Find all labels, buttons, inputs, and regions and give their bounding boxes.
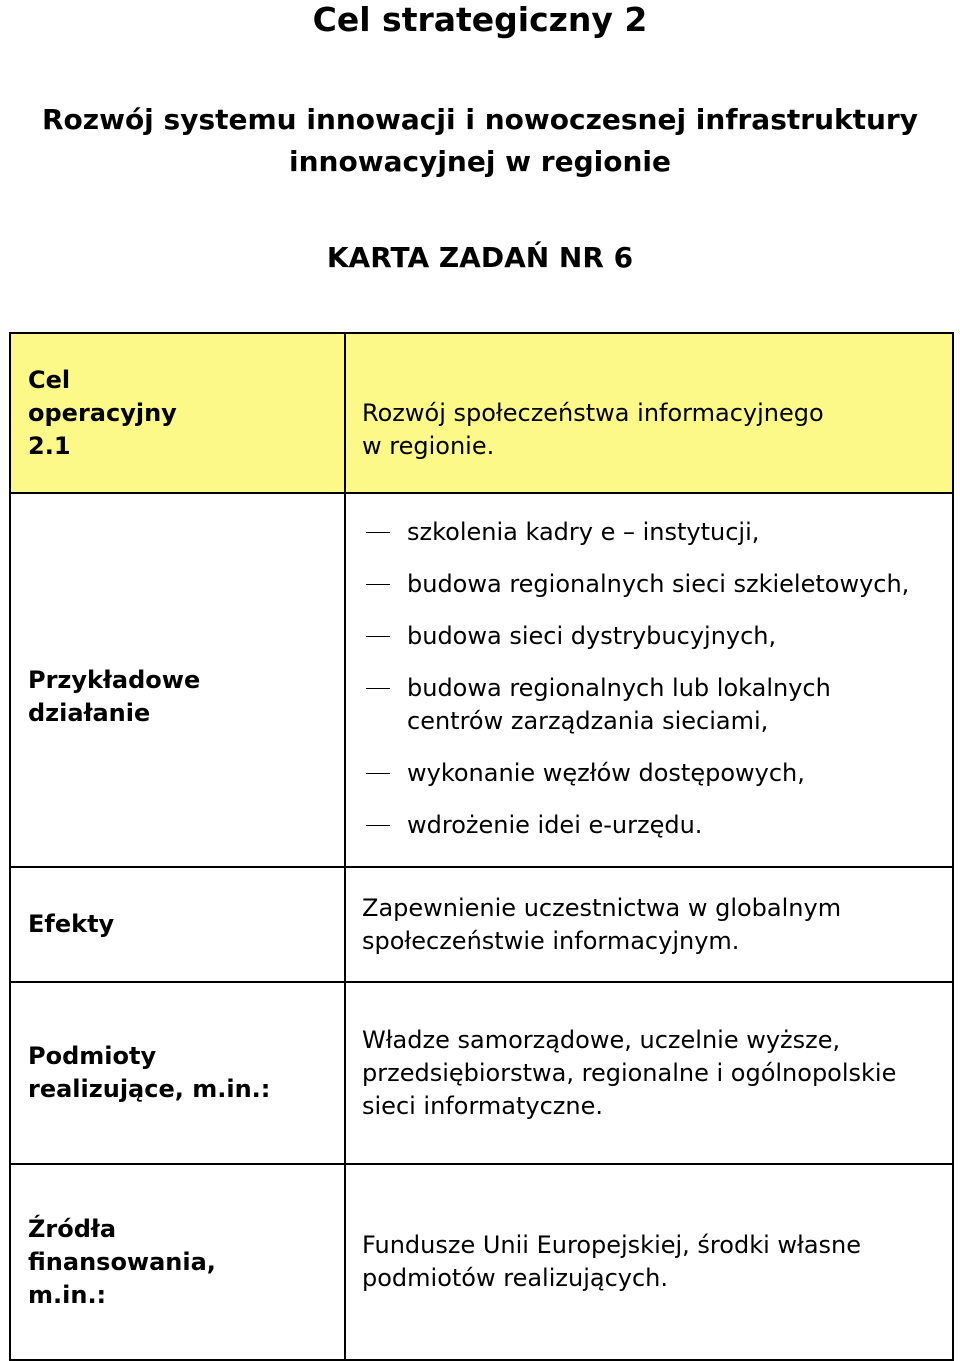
action-item-text: budowa sieci dystrybucyjnych,	[407, 621, 777, 650]
zrodla-value-line-2: podmiotów realizujących.	[362, 1264, 668, 1292]
dash-bullet-icon	[366, 825, 390, 826]
action-item-text: budowa regionalnych lub lokalnych	[407, 673, 831, 702]
zrodla-label-line-2: finansowania,	[28, 1247, 216, 1276]
cel-value-line-2: w regionie.	[362, 432, 495, 460]
podmioty-value-line-3: sieci informatyczne.	[362, 1091, 603, 1120]
dash-bullet-icon	[366, 584, 390, 585]
action-item	[346, 672, 952, 738]
action-item	[346, 809, 952, 842]
zrodla-label	[10, 1164, 345, 1360]
dzialanie-label-line-1: Przykładowe	[28, 666, 201, 694]
dzialanie-label	[10, 493, 345, 867]
zrodla-value-line-1: Fundusze Unii Europejskiej, środki własne	[362, 1231, 862, 1259]
podmioty-value-line-1: Władze samorządowe, uczelnie wyższe,	[362, 1025, 841, 1054]
podmioty-label-line-1: Podmioty	[28, 1042, 157, 1070]
action-item-text: wdrożenie idei e-urzędu.	[407, 810, 703, 839]
dash-bullet-icon	[366, 532, 390, 533]
action-item-text-cont: centrów zarządzania sieciami,	[407, 706, 769, 735]
dzialanie-label-line-2: działanie	[28, 699, 151, 727]
action-item	[346, 620, 952, 653]
task-card-table	[9, 332, 954, 1361]
zrodla-label-line-3: m.in.:	[28, 1280, 107, 1309]
cel-label-line-2: operacyjny	[28, 398, 177, 427]
subtitle-line-1: Rozwój systemu innowacji i nowoczesnej infrastruktury	[41, 103, 918, 136]
action-item-text: budowa regionalnych sieci szkieletowych,	[407, 569, 910, 598]
dash-bullet-icon	[366, 636, 390, 637]
dash-bullet-icon	[366, 688, 390, 689]
efekty-label: Efekty	[10, 867, 345, 982]
action-item	[346, 757, 952, 790]
action-item-text: szkolenia kadry e – instytucji,	[407, 517, 760, 546]
action-item-text: wykonanie węzłów dostępowych,	[407, 758, 805, 787]
cel-label-line-3: 2.1	[28, 431, 71, 460]
card-title: KARTA ZADAŃ NR 6	[326, 241, 634, 274]
action-item	[346, 568, 952, 601]
page-title: Cel strategiczny 2	[312, 0, 648, 39]
podmioty-label-line-2: realizujące, m.in.:	[28, 1075, 271, 1103]
efekty-value	[345, 867, 953, 982]
cel-label-line-1: Cel	[28, 365, 71, 394]
dash-bullet-icon	[366, 773, 390, 774]
podmioty-value	[345, 982, 953, 1164]
cel-value	[345, 333, 953, 493]
podmioty-label	[10, 982, 345, 1164]
podmioty-value-line-2: przedsiębiorstwa, regionalne i ogólnopolskie	[362, 1058, 897, 1087]
subtitle-line-2: innowacyjnej w regionie	[289, 145, 671, 178]
efekty-value-line-1: Zapewnienie uczestnictwa w globalnym	[362, 893, 842, 922]
cel-value-line-1: Rozwój społeczeństwa informacyjnego	[362, 399, 824, 427]
zrodla-label-line-1: Źródła	[28, 1214, 117, 1243]
row-podmioty	[10, 982, 953, 1164]
action-item	[346, 516, 952, 549]
action-list	[346, 500, 952, 842]
zrodla-value	[345, 1164, 953, 1360]
cel-label	[10, 333, 345, 493]
row-zrodla-finansowania	[10, 1164, 953, 1360]
row-przykladowe-dzialanie	[10, 493, 953, 867]
row-efekty	[10, 867, 953, 982]
efekty-value-line-2: społeczeństwie informacyjnym.	[362, 926, 740, 955]
dzialanie-value	[345, 493, 953, 867]
row-cel-operacyjny	[10, 333, 953, 493]
